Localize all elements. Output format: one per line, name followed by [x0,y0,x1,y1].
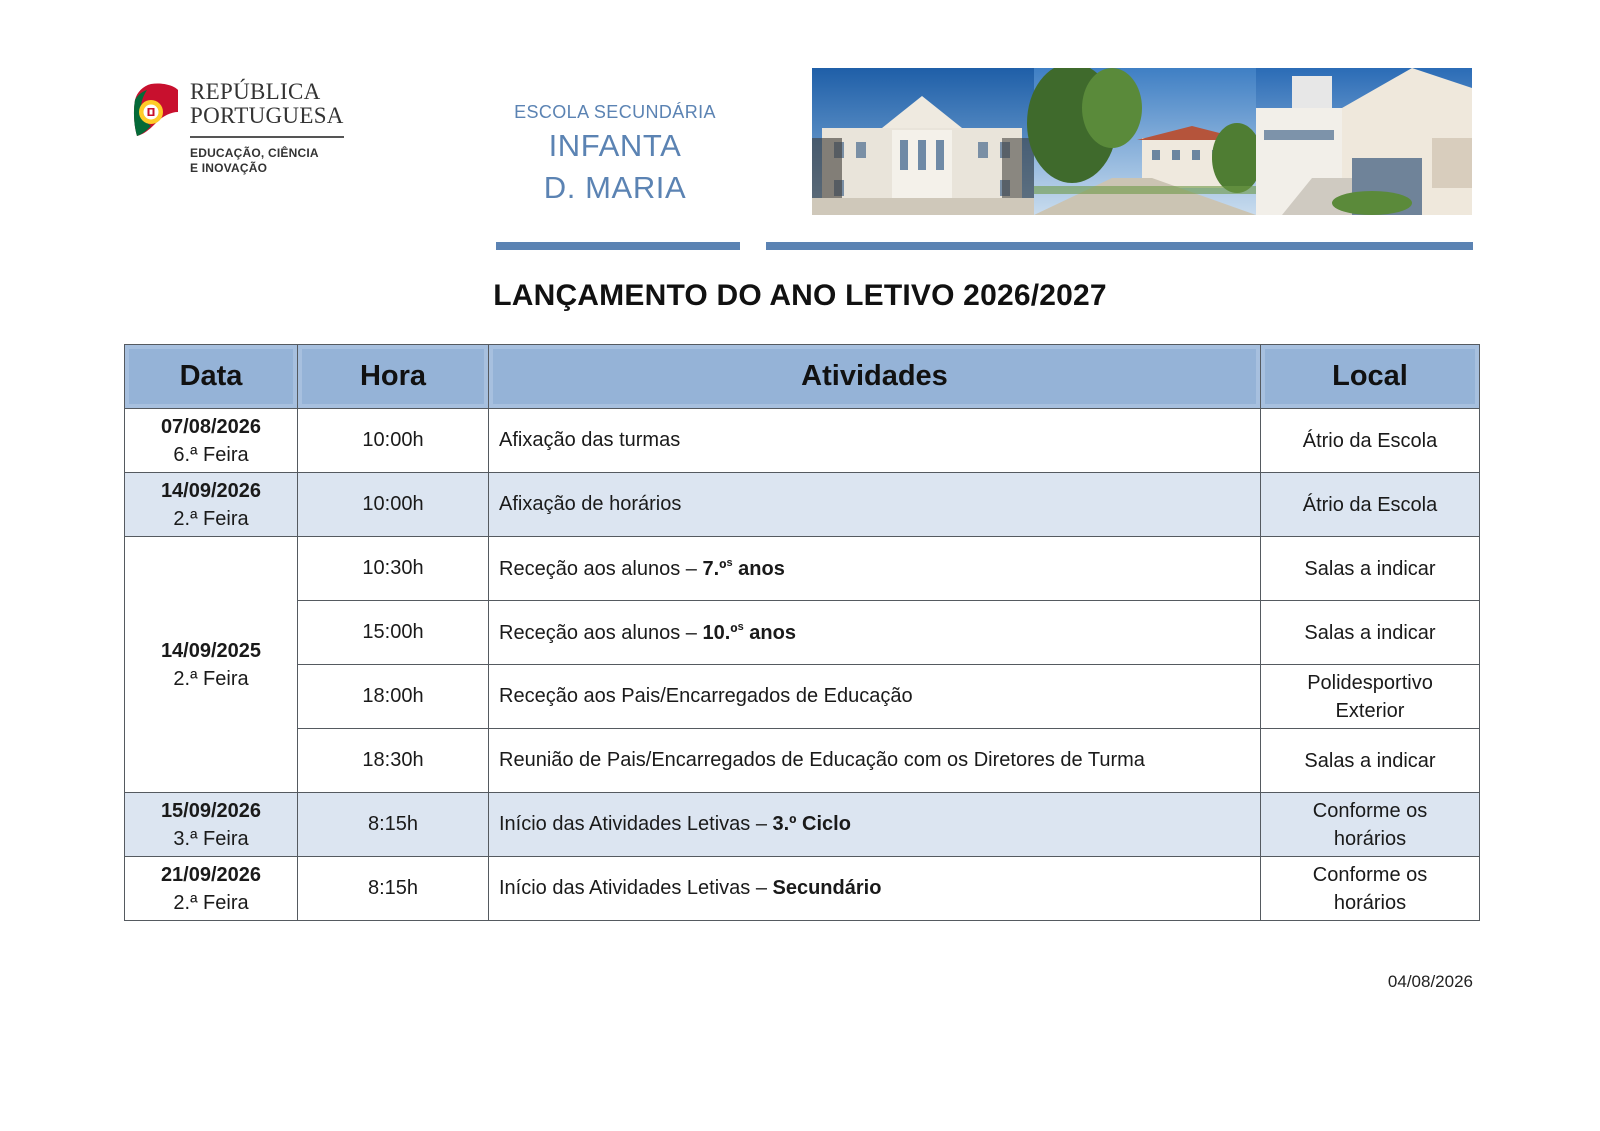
location-cell: Átrio da Escola [1261,473,1480,537]
time-cell: 18:00h [298,665,489,729]
photo-modern-wing [1256,68,1472,215]
table-row [125,793,1480,857]
location-cell: Átrio da Escola [1261,409,1480,473]
time-cell: 10:00h [298,473,489,537]
table-row [125,537,1480,601]
activity-text: Reunião de Pais/Encarregados de Educação com os Diretores de Turma [499,749,1145,771]
location-cell [1261,665,1480,729]
date-value: 15/09/2026 [160,799,262,822]
location-line1: Conforme os [1312,863,1428,886]
activity-bold-tail: anos [743,621,796,644]
activity-bold-tail: anos [732,557,785,580]
weekday-value: 2.ª Feira [173,667,249,690]
school-kicker: ESCOLA SECUNDÁRIA [514,102,716,122]
school-photo-collage [812,68,1472,215]
table-row [125,473,1480,537]
table-row [125,665,1480,729]
photo-main-building [812,68,1034,215]
time-cell: 8:15h [298,793,489,857]
activity-cell [489,409,1261,473]
location-cell [1261,793,1480,857]
table-row [125,409,1480,473]
time-cell: 15:00h [298,601,489,665]
location-line1: Conforme os [1312,799,1428,822]
date-value: 14/09/2025 [160,639,262,662]
activity-text: Receção aos alunos – [499,621,703,644]
date-value: 14/09/2026 [160,479,262,502]
weekday-value: 6.ª Feira [173,443,249,466]
activity-bold: Secundário [772,877,882,899]
activity-text: Receção aos alunos – [499,557,703,580]
date-cell [125,857,298,921]
school-name-line1: INFANTA [548,128,682,163]
location-cell: Salas a indicar [1261,537,1480,601]
table-row [125,601,1480,665]
activity-text: Afixação das turmas [499,429,681,451]
ministry-name [190,146,319,176]
activity-cell [489,729,1261,793]
activity-text: Receção aos Pais/Encarregados de Educação [499,685,913,707]
time-cell: 18:30h [298,729,489,793]
column-header-time: Hora [298,345,489,409]
column-header-location: Local [1261,345,1480,409]
activity-bold-suffix: s [737,620,744,633]
schedule-table [124,344,1480,921]
location-cell: Salas a indicar [1261,601,1480,665]
column-header-date: Data [125,345,298,409]
weekday-value: 3.ª Feira [173,827,249,850]
date-cell [125,793,298,857]
date-cell [125,473,298,537]
activity-bold: 3.º Ciclo [772,813,851,835]
table-row [125,857,1480,921]
gov-divider [190,136,344,138]
gov-name-line1: REPÚBLICA [190,79,321,104]
activity-cell [489,665,1261,729]
activity-cell [489,537,1261,601]
location-cell [1261,857,1480,921]
school-name-line2: D. MARIA [543,170,687,205]
activity-cell [489,793,1261,857]
location-line1: Polidesportivo [1307,671,1433,694]
activity-cell [489,473,1261,537]
school-name-block [490,100,740,208]
weekday-value: 2.ª Feira [173,507,249,530]
ministry-line2: E INOVAÇÃO [190,161,268,175]
activity-bold: 10.º [702,621,738,644]
photo-courtyard [1027,68,1262,215]
location-line2: Exterior [1335,699,1405,722]
date-cell [125,409,298,473]
table-row [125,729,1480,793]
time-cell: 10:00h [298,409,489,473]
document-date: 04/08/2026 [1387,972,1473,991]
location-line2: horários [1333,827,1407,850]
date-value: 07/08/2026 [160,415,262,438]
ministry-line1: EDUCAÇÃO, CIÊNCIA [190,146,319,160]
activity-text: Início das Atividades Letivas – [499,813,773,835]
header-rule-left [496,242,740,250]
activity-text: Afixação de horários [499,493,682,515]
time-cell: 8:15h [298,857,489,921]
republica-portuguesa-logo [133,80,363,180]
date-value: 21/09/2026 [160,863,262,886]
table-header-row [125,345,1480,409]
gov-name [190,80,344,128]
location-cell: Salas a indicar [1261,729,1480,793]
page-title: LANÇAMENTO DO ANO LETIVO 2026/2027 [493,279,1107,312]
gov-name-line2: PORTUGUESA [190,103,344,128]
activity-bold: 7.º [702,557,727,580]
date-cell [125,537,298,793]
header-rule-right [766,242,1473,250]
weekday-value: 2.ª Feira [173,891,249,914]
time-cell: 10:30h [298,537,489,601]
activity-cell [489,857,1261,921]
activity-cell [489,601,1261,665]
portuguese-flag-icon [133,82,179,138]
activity-bold-suffix: s [726,556,733,569]
activity-text: Início das Atividades Letivas – [499,877,773,899]
location-line2: horários [1333,891,1407,914]
column-header-activity: Atividades [489,345,1261,409]
